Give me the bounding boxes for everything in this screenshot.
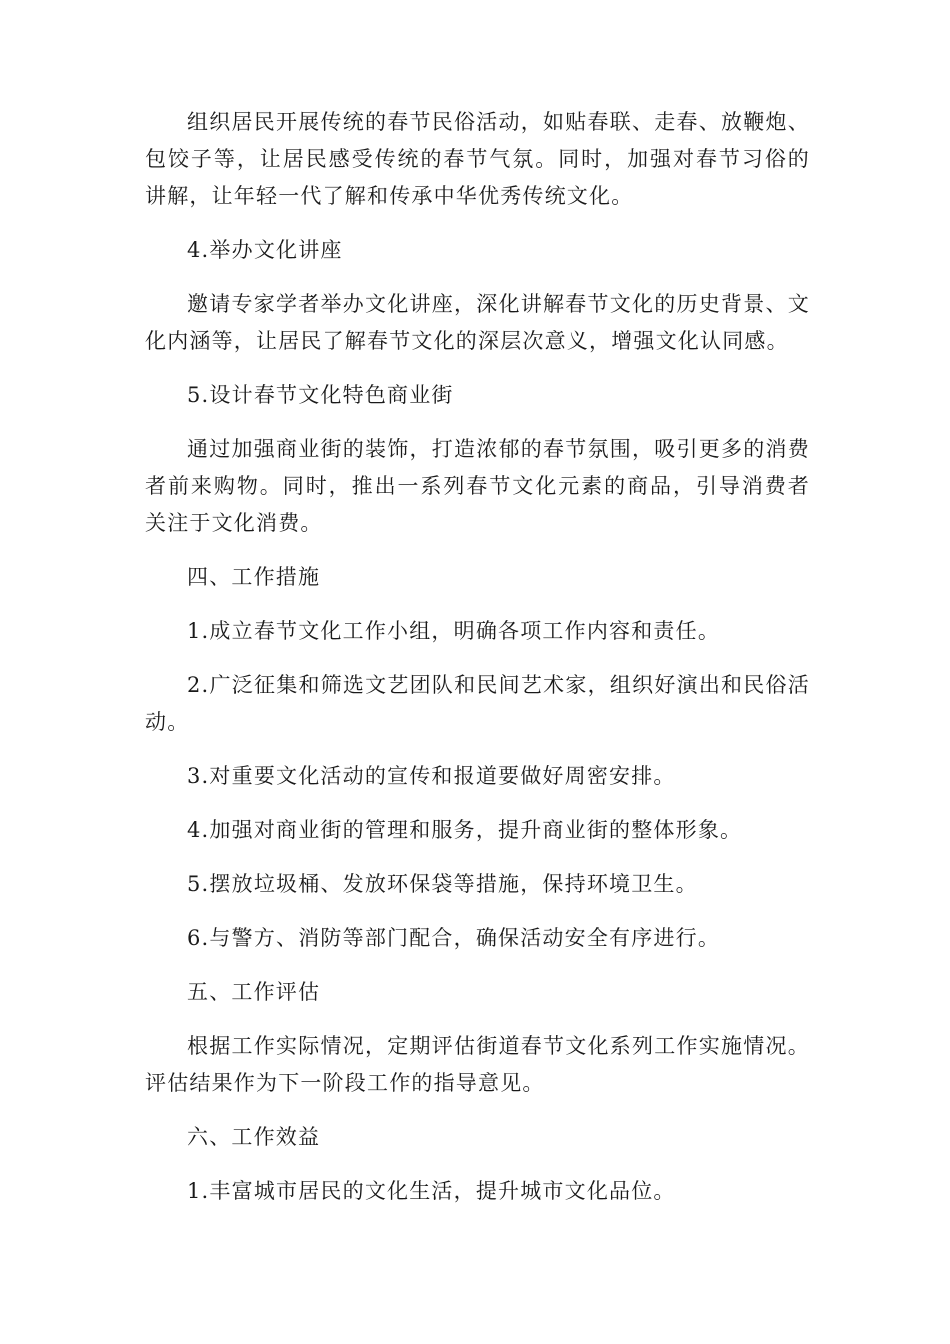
heading-cultural-lectures: 4.举办文化讲座 [187,238,343,262]
paragraph-commercial-street: 通过加强商业街的装饰，打造浓郁的春节氛围，吸引更多的消费者前来购物。同时，推出一系列春节文化元素的商品，引导消费者关注于文化消费。 [145,437,810,535]
heading-work-evaluation: 五、工作评估 [187,980,321,1004]
list-item: 3.对重要文化活动的宣传和报道要做好周密安排。 [187,764,676,788]
paragraph-evaluation: 根据工作实际情况，定期评估街道春节文化系列工作实施情况。评估结果作为下一阶段工作的指导意见。 [145,1034,810,1095]
heading-work-benefits: 六、工作效益 [187,1125,321,1149]
heading-work-measures: 四、工作措施 [187,565,321,589]
document-body [145,104,810,1227]
list-item: 5.摆放垃圾桶、发放环保袋等措施，保持环境卫生。 [187,872,698,896]
list-item: 1.丰富城市居民的文化生活，提升城市文化品位。 [187,1179,676,1203]
paragraph-folk-activities: 组织居民开展传统的春节民俗活动，如贴春联、走春、放鞭炮、包饺子等，让居民感受传统的春节气氛。同时，加强对春节习俗的讲解，让年轻一代了解和传承中华优秀传统文化。 [145,110,810,208]
heading-commercial-street: 5.设计春节文化特色商业街 [187,383,454,407]
list-item: 4.加强对商业街的管理和服务，提升商业街的整体形象。 [187,818,743,842]
paragraph-lectures: 邀请专家学者举办文化讲座，深化讲解春节文化的历史背景、文化内涵等，让居民了解春节文化的深层次意义，增强文化认同感。 [145,292,810,353]
list-item: 2.广泛征集和筛选文艺团队和民间艺术家，组织好演出和民俗活动。 [145,673,810,734]
list-item: 6.与警方、消防等部门配合，确保活动安全有序进行。 [187,926,721,950]
list-item: 1.成立春节文化工作小组，明确各项工作内容和责任。 [187,619,721,643]
